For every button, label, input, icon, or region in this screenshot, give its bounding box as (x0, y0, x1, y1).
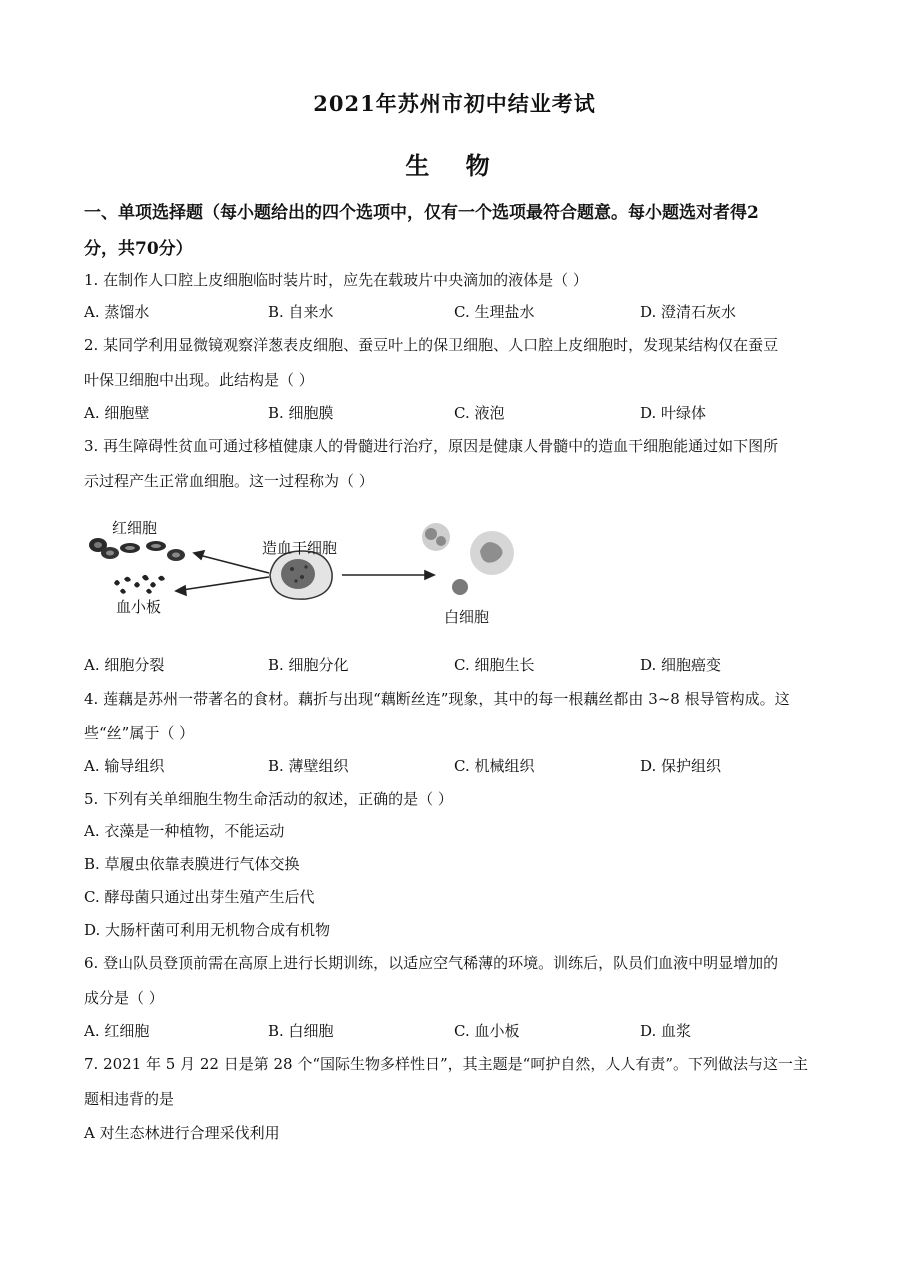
question-4-option-b: B. 薄壁组织 (268, 757, 349, 775)
question-1-stem: 1. 在制作人口腔上皮细胞临时装片时，应先在载玻片中央滴加的液体是（ ） (84, 271, 588, 289)
question-3-option-c: C. 细胞生长 (454, 656, 535, 674)
page-title: 2021年苏州市初中结业考试 (313, 91, 596, 116)
section-heading-line1: 一、单项选择题（每小题给出的四个选项中，仅有一个选项最符合题意。每小题选对者得2 (84, 203, 759, 223)
question-4-option-d: D. 保护组织 (640, 757, 722, 775)
question-3-stem-line1: 3. 再生障碍性贫血可通过移植健康人的骨髓进行治疗，原因是健康人骨髓中的造血干细胞能通过如下图所 (84, 437, 779, 455)
question-6-option-b: B. 白细胞 (268, 1022, 334, 1040)
subject-title: 生 物 (405, 151, 504, 180)
red-blood-cells-icon (89, 538, 185, 561)
question-5-option-b: B. 草履虫依靠表膜进行气体交换 (84, 855, 300, 873)
question-5-option-a: A. 衣藻是一种植物，不能运动 (84, 822, 285, 840)
section-heading-line2: 分，共70分） (84, 239, 193, 259)
stem-cell-icon (270, 551, 332, 599)
question-7-stem-line2: 题相违背的是 (84, 1090, 175, 1108)
question-7-option-a: A 对生态林进行合理采伐利用 (84, 1124, 280, 1142)
question-3-option-d: D. 细胞癌变 (640, 656, 722, 674)
hematopoiesis-figure (84, 505, 524, 640)
question-6-stem-line1: 6. 登山队员登顶前需在高原上进行长期训练，以适应空气稀薄的环境。训练后，队员们血液中明显增加的 (84, 954, 779, 972)
stem-cell-label: 造血干细胞 (262, 539, 338, 557)
question-1-option-b: B. 自来水 (268, 303, 334, 321)
question-4-option-a: A. 输导组织 (84, 757, 165, 775)
question-5-stem: 5. 下列有关单细胞生物生命活动的叙述，正确的是（ ） (84, 790, 453, 808)
question-4-option-c: C. 机械组织 (454, 757, 535, 775)
question-2-option-a: A. 细胞壁 (84, 404, 150, 422)
question-2-option-d: D. 叶绿体 (640, 404, 707, 422)
question-2-option-b: B. 细胞膜 (268, 404, 334, 422)
question-3-stem-line2: 示过程产生正常血细胞。这一过程称为（ ） (84, 472, 374, 490)
white-blood-cell-label: 白细胞 (444, 608, 490, 626)
question-6-option-d: D. 血浆 (640, 1022, 692, 1040)
question-6-option-a: A. 红细胞 (84, 1022, 150, 1040)
question-2-stem-line2: 叶保卫细胞中出现。此结构是（ ） (84, 371, 314, 389)
question-1-option-d: D. 澄清石灰水 (640, 303, 737, 321)
question-1-option-a: A. 蒸馏水 (84, 303, 150, 321)
white-blood-cells-icon (422, 523, 514, 595)
question-7-stem-line1: 7. 2021 年 5 月 22 日是第 28 个“国际生物多样性日”，其主题是“呵护自然，人人有责”。下列做法与这一主 (84, 1055, 809, 1073)
question-6-stem-line2: 成分是（ ） (84, 989, 164, 1007)
platelets-icon (114, 575, 165, 594)
question-5-option-d: D. 大肠杆菌可利用无机物合成有机物 (84, 921, 331, 939)
question-3-option-b: B. 细胞分化 (268, 656, 349, 674)
question-2-option-c: C. 液泡 (454, 404, 505, 422)
question-4-stem-line2: 些“丝”属于（ ） (84, 724, 195, 742)
question-5-option-c: C. 酵母菌只通过出芽生殖产生后代 (84, 888, 315, 906)
question-3-option-a: A. 细胞分裂 (84, 656, 165, 674)
question-4-stem-line1: 4. 莲藕是苏州一带著名的食材。藕折与出现“藕断丝连”现象，其中的每一根藕丝都由 3~8 根导管构成。这 (84, 690, 790, 708)
question-1-option-c: C. 生理盐水 (454, 303, 535, 321)
red-blood-cell-label: 红细胞 (112, 519, 158, 537)
question-2-stem-line1: 2. 某同学利用显微镜观察洋葱表皮细胞、蚕豆叶上的保卫细胞、人口腔上皮细胞时，发现某结构仅在蚕豆 (84, 336, 779, 354)
question-6-option-c: C. 血小板 (454, 1022, 520, 1040)
platelet-label: 血小板 (116, 598, 162, 616)
